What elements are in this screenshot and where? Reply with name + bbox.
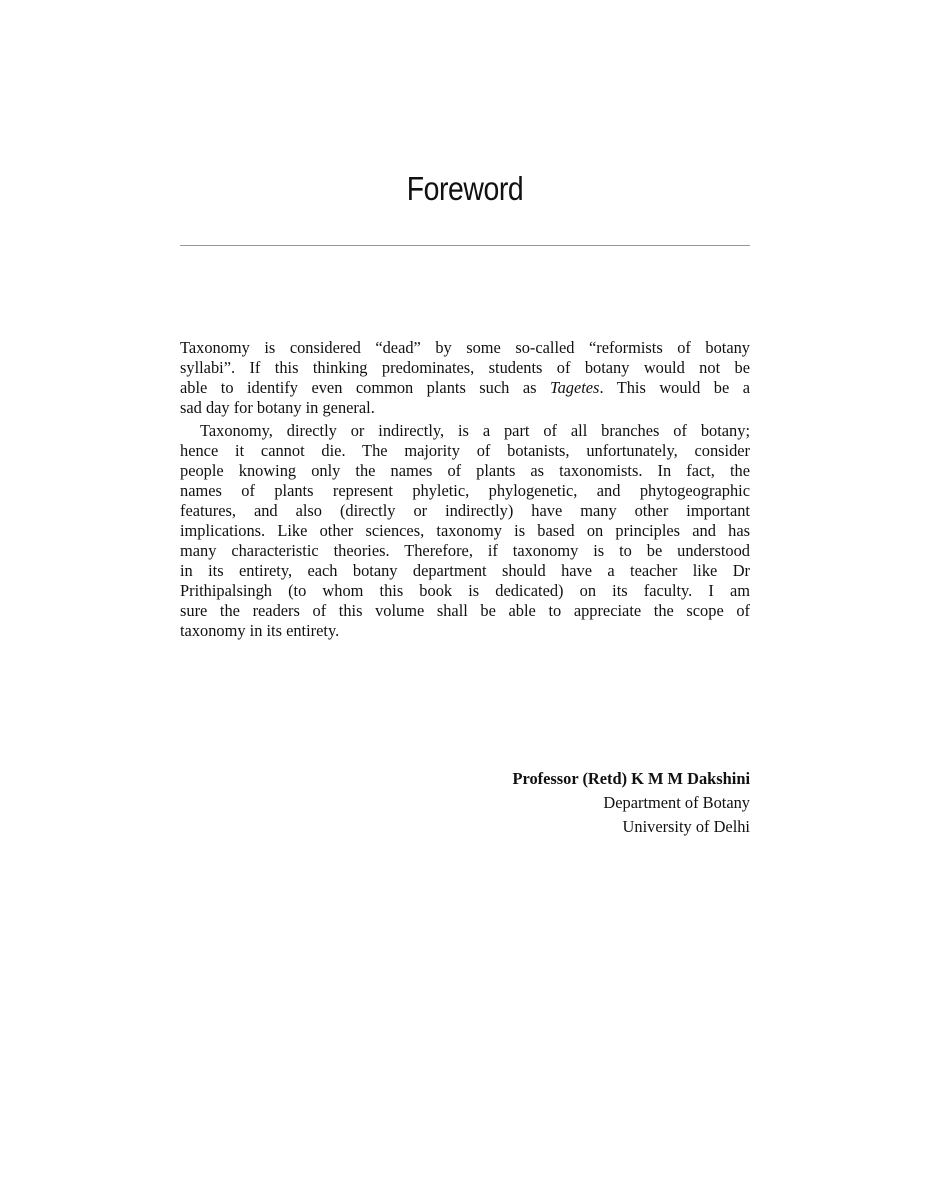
text-line: implications. Like other sciences, taxonomy is based on principles and has: [180, 521, 750, 540]
text-line: syllabi”. If this thinking predominates, students of botany would not be: [180, 358, 750, 377]
text-segment: able to identify even common plants such as: [180, 378, 550, 397]
text-line: Prithipalsingh (to whom this book is dedicated) on its faculty. I am: [180, 581, 750, 600]
foreword-body: [180, 338, 750, 641]
text-line: people knowing only the names of plants as taxonomists. In fact, the: [180, 461, 750, 480]
text-line: sure the readers of this volume shall be able to appreciate the scope of: [180, 601, 750, 620]
italic-species-name: Tagetes: [549, 378, 600, 397]
text-line: many characteristic theories. Therefore, if taxonomy is to be understood: [180, 541, 750, 560]
paragraph-1: [180, 338, 750, 418]
text-line: Taxonomy, directly or indirectly, is a part of all branches of botany;: [200, 421, 750, 440]
signature-block: [513, 767, 751, 839]
page-title: Foreword: [406, 170, 524, 207]
title-divider: [180, 245, 750, 246]
text-line: sad day for botany in general.: [180, 398, 375, 417]
text-line: taxonomy in its entirety.: [180, 621, 340, 640]
text-line: in its entirety, each botany department should have a teacher like Dr: [180, 561, 750, 580]
text-segment: . This would be a: [599, 378, 750, 397]
paragraph-2: [180, 421, 750, 641]
signatory-department: Department of Botany: [603, 793, 750, 812]
text-line: [180, 378, 750, 398]
signatory-institution: University of Delhi: [622, 817, 750, 836]
text-line: names of plants represent phyletic, phylogenetic, and phytogeographic: [180, 481, 750, 500]
signatory-name: Professor (Retd) K M M Dakshini: [512, 769, 750, 788]
text-line: Taxonomy is considered “dead” by some so-called “reformists of botany: [180, 338, 750, 357]
text-line: hence it cannot die. The majority of botanists, unfortunately, consider: [180, 441, 750, 460]
text-line: features, and also (directly or indirectly) have many other important: [180, 501, 750, 520]
